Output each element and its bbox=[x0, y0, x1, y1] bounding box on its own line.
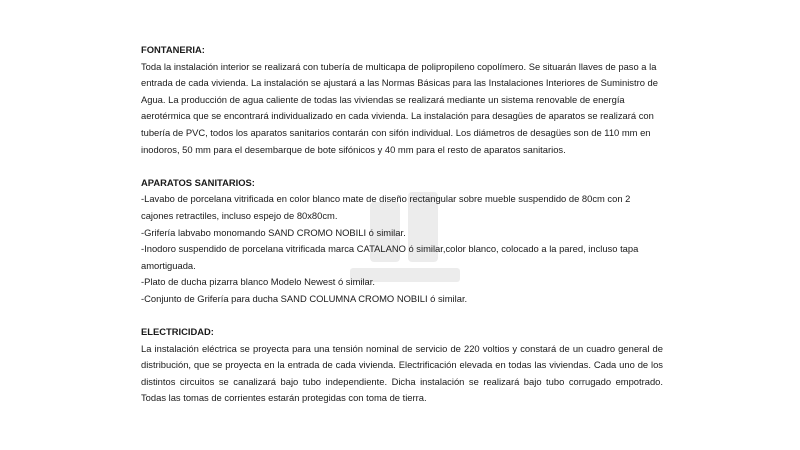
section-heading-aparatos: APARATOS SANITARIOS: bbox=[141, 176, 255, 188]
list-item: -Conjunto de Grifería para ducha SAND COLUMNA CROMO NOBILI ó similar. bbox=[141, 292, 468, 304]
section-heading-fontaneria: FONTANERIA: bbox=[141, 44, 205, 55]
section-spacer bbox=[141, 308, 663, 325]
section-heading-electricidad: ELECTRICIDAD: bbox=[141, 326, 214, 338]
section-text-fontaneria: Toda la instalación interior se realizará con tubería de multicapa de polipropileno copolímero. Se situarán llaves de paso a la entrada de cada vivienda. La instalación se ajustará a las Normas Básicas para las Instalaciones Interiores de Suministro de Agua. La producción de agua caliente de todas las viviendas se realizará mediante un sistema renovable de energía aerotérmica que se encontrará individualizado en cada vivienda. La instalación para desagües de aparatos se realizará con tubería de PVC, todos los aparatos sanitarios contarán con sifón individual. Los diámetros de desagües son de 110 mm en inodoros, 50 mm para el desembarque de bote sifónicos y 40 mm para el resto de aparatos sanitarios. bbox=[141, 60, 658, 155]
section-spacer bbox=[141, 158, 663, 175]
list-item: -Lavabo de porcelana vitrificada en color blanco mate de diseño rectangular sobre mueble suspendido de 80cm con 2 cajones retractiles, incluso espejo de 80x80cm. bbox=[141, 193, 631, 221]
document-body bbox=[141, 42, 663, 407]
list-item: -Grifería labvabo monomando SAND CROMO NOBILI ó similar. bbox=[141, 226, 406, 238]
aparatos-list bbox=[141, 191, 663, 307]
list-item: -Inodoro suspendido de porcelana vitrificada marca CATALANO ó similar,color blanco, colocado a la pared, incluso tapa amortiguada. bbox=[141, 243, 639, 271]
section-text-electricidad: La instalación eléctrica se proyecta para una tensión nominal de servicio de 220 voltios y constará de un cuadro general de distribución, que se proyecta en la entrada de cada vivienda. Electrificación elevada en todas las viviendas. Cada uno de los distintos circuitos se canalizará bajo tubo independiente. Dicha instalación se realizará bajo tubo corrugado empotrado. Todas las tomas de corrientes estarán protegidas con toma de tierra. bbox=[141, 342, 663, 404]
list-item: -Plato de ducha pizarra blanco Modelo Newest ó similar. bbox=[141, 276, 375, 288]
